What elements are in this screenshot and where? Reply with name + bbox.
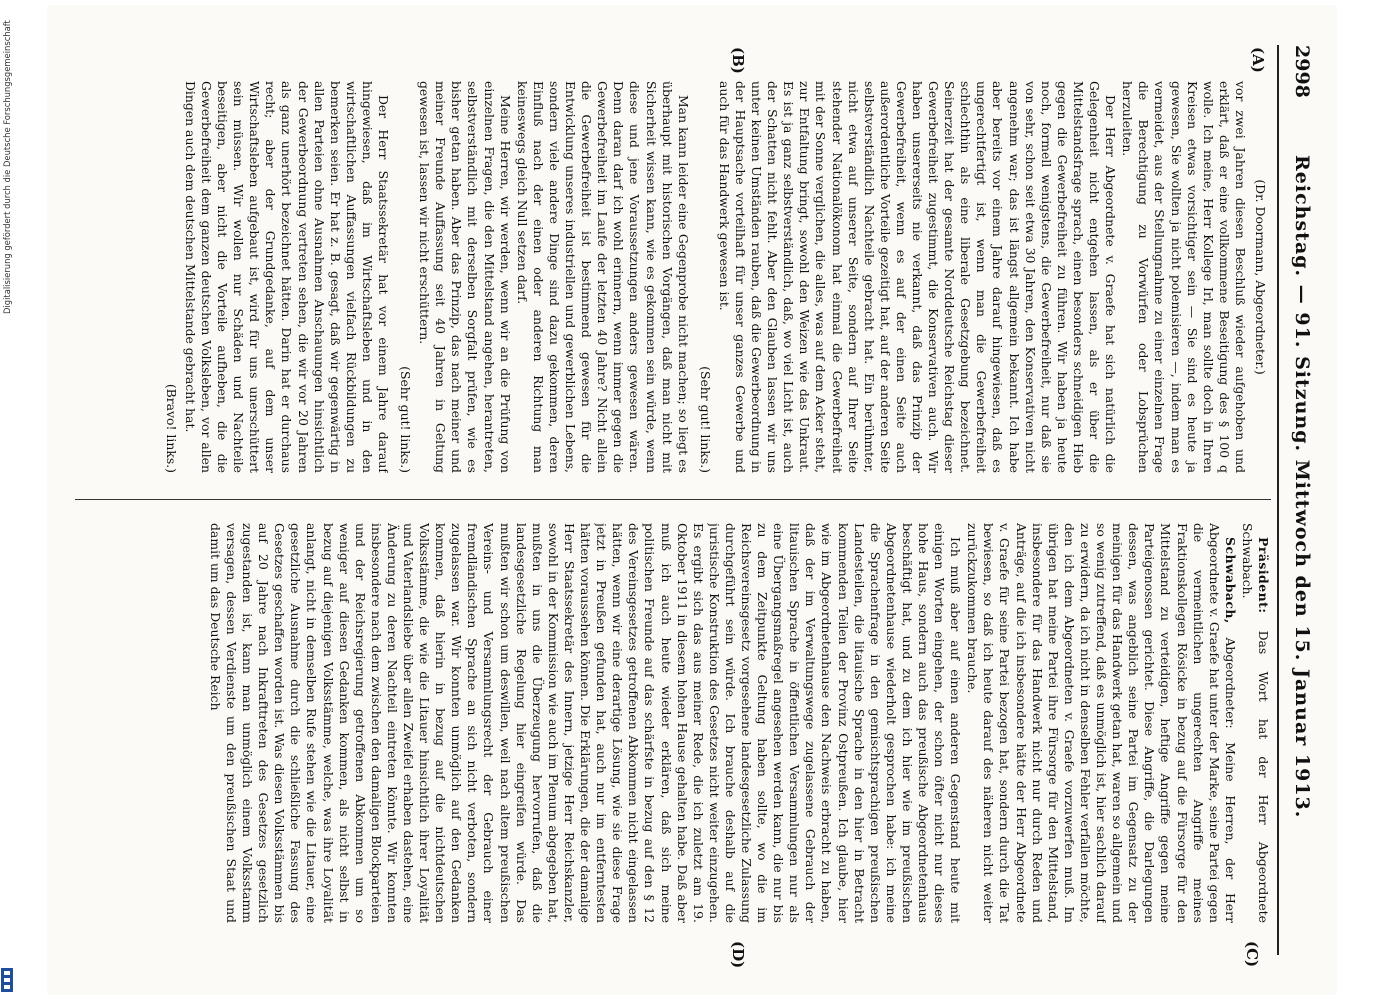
paragraph: Ich muß aber auf einen anderen Gegenstand heute mit einigen Worten eingehen, der schon öfter nicht nur dieses hohe Haus, sondern auch das preußische Abgeordnetenhaus beschäftigt hat, und zu dem ich hier wie im preußischen Abgeordnetenhause wiederholt gesprochen habe: ich meine die Sprachenfrage in den gemischtsprachigen preußischen Landesteilen, die litauische Sprache in den hier in Betracht kommenden Teilen der Provinz Ostpreußen. Ich glaube, hier wie im Abgeordnetenhause den Nachweis erbracht zu haben, daß der im Verwaltungswege zugelassene Gebrauch der litauischen Sprache in öffentlichen Versammlungen nur als eine Übergangsmaßregel angesehen werden kann, die nur bis zu dem Zeitpunkte Geltung haben sollte, wo die im Reichsvereinsgesetz vorgesehene landesgesetzliche Zulassung durchgeführt sein würde. Ich brauche deshalb auf die juristische Konstruktion des Gesetzes nicht weiter einzugehen. Es ergibt sich das aus meiner Rede, die ich zuletzt am 19. Oktober 1911 in diesem hohen Hause gehalten habe. Daß aber muß ich auch heute wieder erklären, daß sich meine politischen Freunde auf das schärfste in bezug auf den § 12 des Vereinsgesetzes getroffenen Abkommen nicht eingelassen hätten, wenn wir eine derartige Lösung, wie sie diese Frage jetzt in Preußen gefunden hat, auch nur im entferntesten hätten voraussehen können. Die Erklärungen, die der damalige Herr Staatssekretär des Innern, jetzige Herr Reichskanzler, sowohl in der Kommission wie auch im Plenum abgegeben hat, mußten in uns die Überzeugung hervorrufen, daß die landesgesetzliche Regelung hier eingreifen würde. Das mußten wir schon um deswillen, weil nach altem preußischen Vereins- und Versammlungsrecht der Gebrauch einer fremdländischen Sprache an sich nicht verboten, sondern zugelassen war. Wir konnten unmöglich auf den Gedanken kommen, daß hierin in bezug auf die nichtdeutschen Volksstämme, die wie die Litauer hinsichtlich ihrer Loyalität und Vaterlandsliebe über allen Zweifel erhaben dastehen, eine Änderung zu deren Nachteil eintreten könnte. Wir konnten insbesondere nach dem zwischen den damaligen Blockparteien und der Reichsregierung getroffenen Abkommen um so weniger auf diesen Gedanken kommen, als nicht selbst in bezug auf diejenigen Volksstämme, welche, was ihre Loyalität anlangt, nicht in demselben Rufe stehen wie die Litauer, eine gesetzliche Ausnahme durch die schließliche Fassung des Gesetzes geschaffen worden ist. Was diesen Volksstämmen bis auf 20 Jahre nach Inkrafttreten des Gesetzes gesetzlich zugestanden ist, kann man unmöglich einem Volksstamm versagen, dessen Verdienste um den preußischen Staat und damit um das Deutsche Reich xyxy=(207,523,964,923)
paragraph-text: Das Wort hat der Herr Abgeordnete Schwabach. xyxy=(1239,523,1271,923)
speaker-attribution: (Dr. Doormann, Abgeordneter.) xyxy=(1253,179,1268,375)
left-column xyxy=(73,81,1271,473)
interjection: (Bravo! links.) xyxy=(163,383,179,473)
paragraph: Meine Herren, wir werden, wenn wir an die Prüfung von einzelnen Fragen, die den Mittelstand angehen, herantreten, selbstverständlich mit derselben Sorgfalt prüfen, wie es bisher getan haben. Aber das Prinzip, das nach meiner und meiner Freunde Auffassung seit 40 Jahren in Geltung gewesen ist, lassen wir nicht erschüttern. xyxy=(417,81,513,473)
margin-marker-b: (B) xyxy=(729,47,747,74)
digitization-credit: Digitalisierung gefördert durch die Deutsche Forschungsgemeinschaft xyxy=(2,20,12,314)
speaker-name: Schwabach, xyxy=(1222,537,1238,624)
running-title: Reichstag. — 91. Sitzung. Mittwoch den 15. Januar 1913. xyxy=(1291,155,1313,819)
page-number: 2998 xyxy=(1291,45,1313,98)
page-header xyxy=(1283,45,1315,955)
speaker-name: Präsident: xyxy=(1256,537,1271,614)
paragraph xyxy=(964,523,1238,923)
margin-marker-c: (C) xyxy=(1243,941,1261,968)
paragraph: vor zwei Jahren diesen Beschluß wieder aufgehoben und erklärt, daß er eine vollkommene Beseitigung des § 100 q wolle. Ich meine, Herr Kollege Irl, man sollte doch in Ihren Kreisen etwas vorsichtiger sein — Sie sind es heute ja gewesen, Sie wollten ja nicht polemisieren —, indem man es vermeidet, aus der Stellungnahme zu einer einzelnen Frage die Berechtigung zu Vorwürfen oder Lobsprüchen herzuleiten. xyxy=(1120,81,1248,473)
margin-marker-d: (D) xyxy=(729,941,747,969)
paragraph: Man kann leider eine Gegenprobe nicht machen; so liegt es überhaupt mit historischen Vorgängen, daß man nicht mit Sicherheit wissen kann, wie es gekommen sein würde, wenn diese und jene Voraussetzungen anders gewesen wären. Denn daran darf ich wohl erinnern, wenn immer gegen die Gewerbefreiheit im Laufe der letzten 40 Jahre? Nicht allein die Gewerbefreiheit ist bestimmend gewesen für die Entwicklung unseres industriellen und gewerblichen Lebens, sondern viele andere Dinge sind dazu gekommen, deren Einfluß nach der einen oder anderen Richtung man keineswegs gleich Null setzen darf. xyxy=(514,81,691,473)
interjection: (Sehr gut! links.) xyxy=(697,366,713,473)
column-divider xyxy=(75,499,1271,500)
paragraph xyxy=(1239,523,1271,923)
interjection: (Sehr gut! links.) xyxy=(398,366,414,473)
paragraph-text: Abgeordneter: Meine Herren, der Herr Abgeordnete v. Graefe hat unter der Marke, seine Partei gegen die vermeintlichen ungerechten Angriffe meines Fraktionskollegen Rösicke in bezug auf die Fürsorge für den Mittelstand zu verteidigen, heftige Angriffe gegen meine Parteigenossen gerichtet. Diese Angriffe, die Darlegungen dessen, was angeblich seine Partei im Gegensatz zu der meinigen für das Handwerk getan hat, waren so allgemein und so wenig zutreffend, daß es unmöglich ist, hier sachlich darauf zu erwidern, da ich nicht in denselben Fehler verfallen möchte, den ich dem Abgeordneten v. Graefe vorzuwerfen muß. Im übrigen hat meine Partei ihre Fürsorge für den Mittelstand, insbesondere für das Handwerk nicht nur durch Reden und Anträge, auf die ich insbesondere hätte der Herr Abgeordnete v. Graefe für seine Partei bezogen hat, sondern durch die Tat bewiesen, so daß ich heute darauf des näheren nicht weiter zurückzukommen brauche. xyxy=(965,523,1238,923)
paragraph: Der Herr Staatssekretär hat vor einem Jahre darauf hingewiesen, daß im Wirtschaftsleben und in den wirtschaftlichen Auffassungen vielfach Rückbildungen zu bemerken seien. Er hat z. B. gesagt, daß wir gegenwärtig in allen Parteien ohne Ausnahmen Anschauungen hinsichtlich der Gewerbeordnung vertreten sehen, die wir vor 20 Jahren als ganz unerhört bezeichnet hätten. Darin hat er durchaus recht; aber der Grundgedanke, auf dem unser Wirtschaftsleben aufgebaut ist, wird für uns unerschüttert sein müssen. Wir wollen nur Schäden und Nachteile beseitigen, aber nicht die Vorteile aufheben, die die Gewerbefreiheit dem ganzen deutschen Volksleben, vor allen Dingen auch dem deutschen Mittelstande gebracht hat. xyxy=(182,81,392,473)
header-rule xyxy=(1277,45,1279,955)
right-column xyxy=(73,523,1271,923)
rotated-page xyxy=(47,5,1337,995)
paragraph: Der Herr Abgeordnete v. Graefe hat sich natürlich die Gelegenheit nicht entgehen lassen, als er über die Mittelstandsfrage sprach, einen besonders schneidigen Hieb gegen die Gewerbefreiheit zu führen. Wir haben ja heute noch, formell wenigstens, die Gewerbefreiheit, nur daß sie von sehr, schon seit etwa 30 Jahren, den Konservativen nicht angenehm war; das ist längst allgemein bekannt. Ich habe aber bereits vor einem Jahre darauf hingewiesen, daß es ungerechtfertigt ist, wenn man die Gewerbefreiheit schlechthin als eine liberale Gesetzgebung bezeichnet. Seinerzeit hat der gesamte Norddeutsche Reichstag dieser Gewerbefreiheit zugestimmt, die Konservativen auch. Wir haben unsererseits nie verkannt, daß das Prinzip der Gewerbefreiheit, wenn es auf der einen Seite auch außerordentliche Vorteile gezeitigt hat, auf der anderen Seite selbstverständlich Nachteile gebracht hat. Ein berühmter, nicht etwa auf unserer Seite, sondern auf Ihrer Seite stehender Nationalökonom hat einmal die Gewerbefreiheit mit der Sonne verglichen, die alles, was auf dem Acker steht, zur Entfaltung bringt, sowohl den Weizen wie das Unkraut. Es ist ja ganz selbstverständlich, daß, wo viel Licht ist, auch der Schatten nicht fehlt. Aber den Glauben lassen wir uns unter keinen Umständen rauben, daß die Gewerbeordnung in der Hauptsache vorteilhaft für unser ganzes Gewerbe und auch für das Handwerk gewesen ist. xyxy=(716,81,1119,473)
dfg-logo-icon xyxy=(1,968,13,992)
margin-marker-a: (A) xyxy=(1249,47,1267,73)
